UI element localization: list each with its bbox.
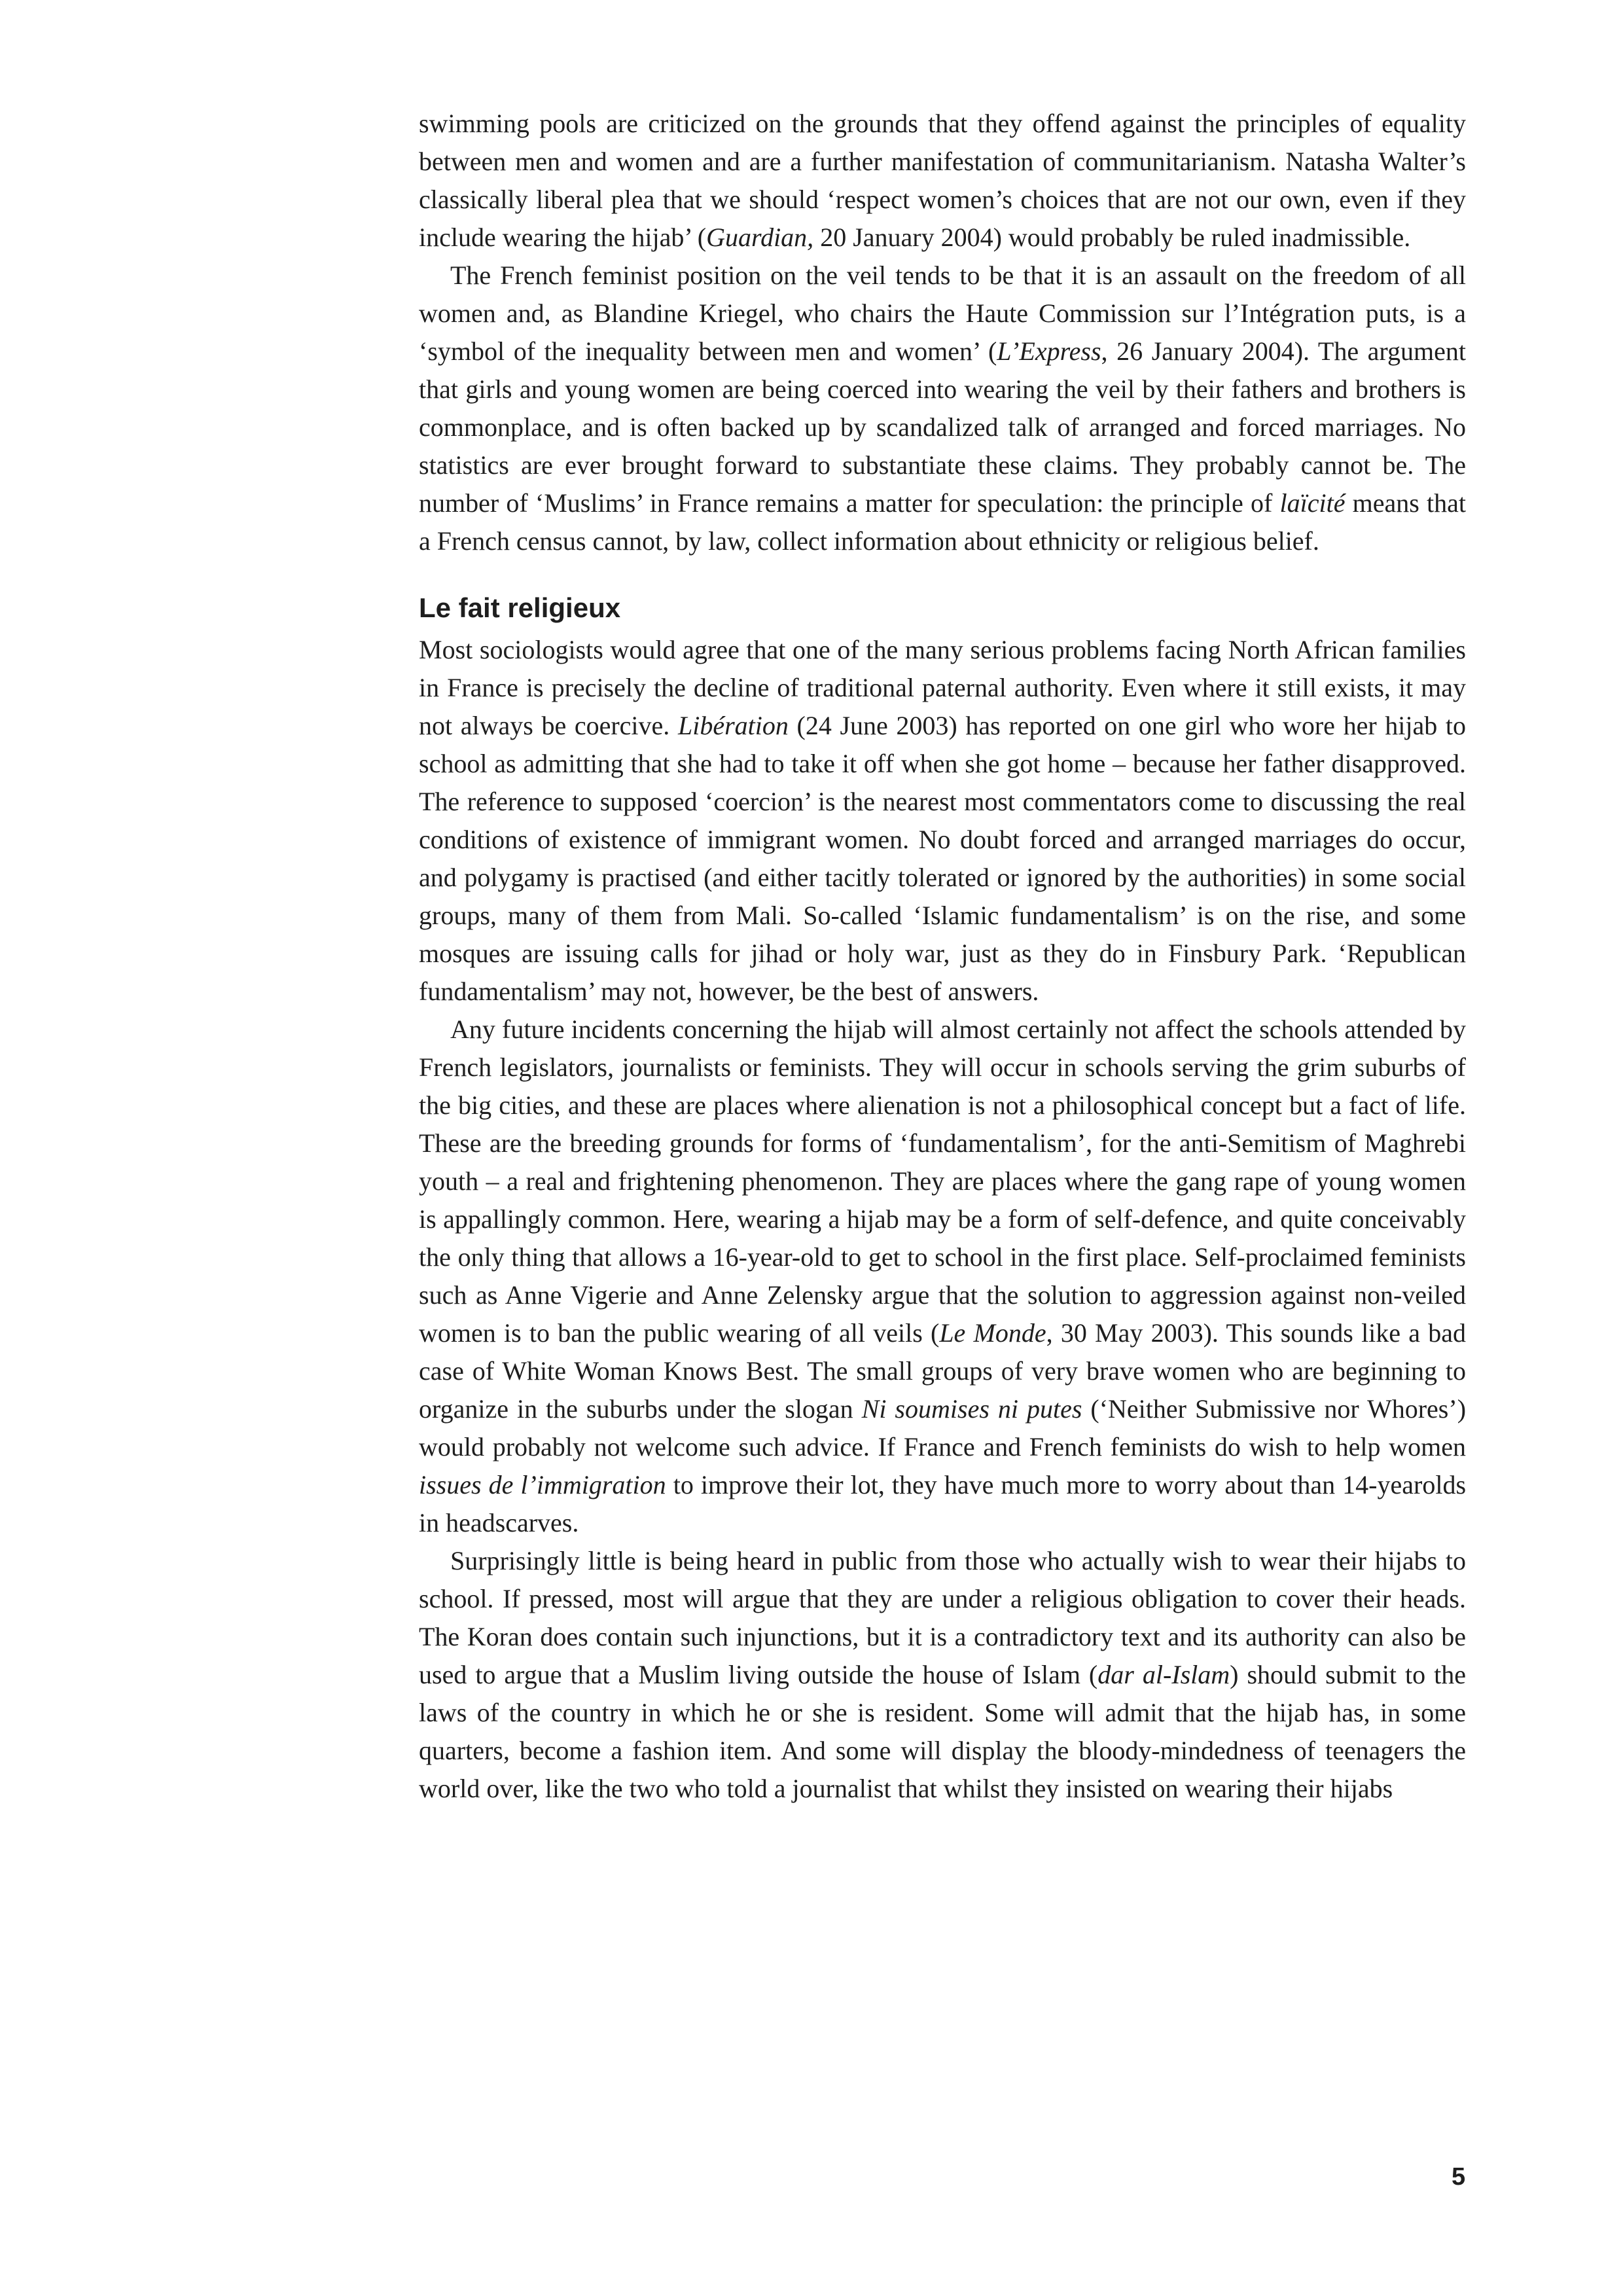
- text-run: The French feminist position on the veil tends to be that it is an assault on the freedom of all women and, as Blandine Kriegel, who chairs the Haute Commission sur l’Intégration puts, is a ‘symbol of the inequality between men and women’ (: [419, 260, 1466, 366]
- italic-run: Ni soumises ni putes: [861, 1394, 1082, 1424]
- text-run: to improve their lot, they have much more to worry about than 14-yearolds in headscarves.: [419, 1470, 1467, 1537]
- text-run: Any future incidents concerning the hijab will almost certainly not affect the schools attended by French legislators, journalists or feminists. They will occur in schools serving the grim suburbs of the big cities, and these are places where alienation is not a philosophical concept but a fact of life. These are the breeding grounds for forms of ‘fundamentalism’, for the anti-Semitism of Maghrebi youth – a real and frightening phenomenon. They are places where the gang rape of young women is appallingly common. Here, wearing a hijab may be a form of self-defence, and quite conceivably the only thing that allows a 16-year-old to get to school in the first place. Self-proclaimed feminists such as Anne Vigerie and Anne Zelensky argue that the solution to aggression against non-veiled women is to ban the public wearing of all veils (: [419, 1014, 1466, 1348]
- text-run: means that a French census cannot, by law, collect information about ethnicity or religious belief.: [419, 488, 1467, 556]
- text-run: Most sociologists would agree that one of the many serious problems facing North African families in France is precisely the decline of traditional paternal authority. Even where it still exists, it may not always be coercive.: [419, 635, 1466, 740]
- italic-run: laïcité: [1279, 488, 1346, 518]
- italic-run: Le Monde: [939, 1318, 1046, 1348]
- text-run: (24 June 2003) has reported on one girl who wore her hijab to school as admitting that she had to take it off when she got home – because her father disapproved. The reference to supposed ‘coercion’ is the nearest most commentators come to discussing the real conditions of existence of immigrant women. No doubt forced and arranged marriages do occur, and polygamy is practised (and either tacitly tolerated or ignored by the authorities) in some social groups, many of them from Mali. So-called ‘Islamic fundamentalism’ is on the rise, and some mosques are issuing calls for jihad or holy war, just as they do in Finsbury Park. ‘Republican fundamentalism’ may not, however, be the best of answers.: [419, 711, 1467, 1006]
- text-run: , 30 May 2003). This sounds like a bad case of White Woman Knows Best. The small groups of very brave women who are beginning to organize in the suburbs under the slogan: [419, 1318, 1466, 1424]
- italic-run: dar al-Islam: [1097, 1660, 1230, 1689]
- page-number: 5: [1452, 2163, 1466, 2191]
- body-paragraph: [419, 631, 1466, 1011]
- italic-run: issues de l’immigration: [419, 1470, 666, 1499]
- text-run: 20 January 2004) would probably be ruled inadmissible.: [813, 223, 1411, 252]
- text-run: ) should submit to the laws of the country in which he or she is resident. Some will admit that the hijab has, in some quarters, become a fashion item. And some will display the bloody-mindedness of teenagers the world over, like the two who told a journalist that whilst they insisted on wearing their hijabs: [419, 1660, 1467, 1803]
- text-run: swimming pools are criticized on the grounds that they offend against the principles of equality between men and women and are a further manifestation of communitarianism. Natasha Walter’s classically liberal plea that we should ‘respect women’s choices that are not our own, even if they include wearing the hijab’ (: [419, 109, 1466, 252]
- body-paragraph: [419, 105, 1466, 257]
- text-run: Surprisingly little is being heard in public from those who actually wish to wear their hijabs to school. If pressed, most will argue that they are under a religious obligation to cover their heads. The Koran does contain such injunctions, but it is a contradictory text and its authority can also be used to argue that a Muslim living outside the house of Islam (: [419, 1546, 1466, 1689]
- italic-run: L’Express: [997, 336, 1101, 366]
- body-paragraph: [419, 1542, 1466, 1808]
- text-run: (‘Neither Submissive nor Whores’) would probably not welcome such advice. If France and French feminists do wish to help women: [419, 1394, 1467, 1462]
- italic-run: Libération: [677, 711, 789, 740]
- body-paragraph: [419, 1011, 1466, 1542]
- page-body: [419, 105, 1466, 1808]
- body-paragraph: [419, 257, 1466, 560]
- italic-run: Guardian,: [706, 223, 814, 252]
- text-run: , 26 January 2004). The argument that girls and young women are being coerced into wearing the veil by their fathers and brothers is commonplace, and is often backed up by scandalized talk of arranged and forced marriages. No statistics are ever brought forward to substantiate these claims. They probably cannot be. The number of ‘Muslims’ in France remains a matter for speculation: the principle of: [419, 336, 1467, 518]
- section-heading: Le fait religieux: [419, 592, 621, 623]
